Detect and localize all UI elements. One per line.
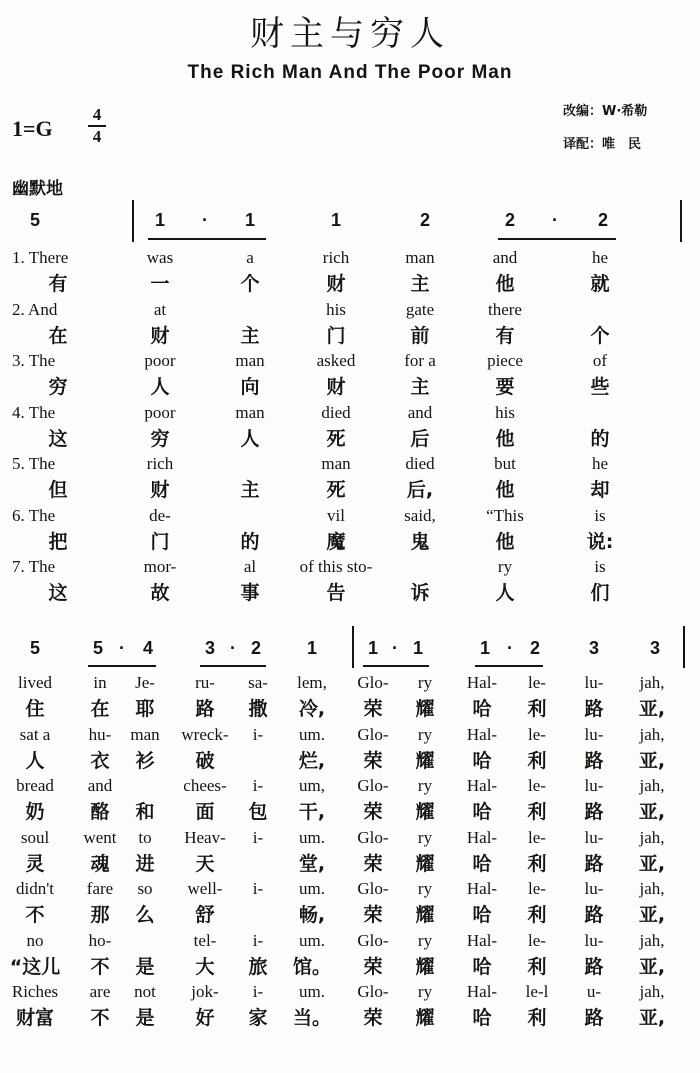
lyric-cn: 这 (48, 427, 68, 450)
lyric-en: jah, (639, 879, 665, 898)
lyric-en: u- (586, 982, 602, 1001)
lyric-cn: 破 (195, 749, 215, 772)
lyric-en: gate (405, 299, 435, 319)
lyric-cn: 说: (586, 530, 614, 553)
lyric-en: Heav- (184, 827, 226, 847)
lyric-cn: 个 (590, 324, 610, 347)
lyric-cn: 他 (495, 479, 515, 501)
lyric-en: i- (252, 724, 264, 744)
lyric-cn: 路 (584, 698, 604, 720)
lyric-en: man (130, 724, 160, 744)
lyric-cn: 利 (527, 852, 547, 875)
translator-credit: 译配：唯 民 (563, 137, 642, 152)
lyric-cn: 不 (90, 1007, 110, 1029)
lyric-en: Glo- (357, 724, 389, 744)
lyric-en: there (488, 299, 522, 319)
lyric-cn: 衫 (135, 749, 155, 772)
lyric-cn: 路 (584, 955, 604, 978)
lyric-cn: 把 (48, 530, 68, 553)
lyric-en: i- (252, 930, 264, 950)
lyric-cn: 家 (248, 1007, 268, 1029)
lyric-en: jah, (639, 673, 665, 692)
lyric-en: of this sto- (299, 557, 373, 576)
lyric-cn: 有 (495, 324, 515, 347)
lyric-en: vil (327, 505, 345, 525)
lyric-en: jah, (639, 724, 665, 744)
lyric-en: Riches (11, 982, 59, 1001)
lyric-cn: 人 (150, 376, 170, 398)
beat-underline (88, 665, 156, 667)
beat-underline (498, 238, 616, 240)
lyric-en: 7. The (12, 557, 56, 576)
lyric-cn: 他 (495, 530, 515, 553)
lyric-cn: 面 (195, 801, 215, 823)
lyric-en: ry (417, 827, 433, 847)
lyric-en: and (407, 402, 433, 422)
lyric-en: 3. The (12, 351, 56, 370)
lyric-en: Je- (135, 673, 155, 692)
lyric-cn: 馆。 (292, 955, 331, 978)
beat-underline (475, 665, 543, 667)
lyric-en: jah, (639, 982, 665, 1001)
lyric-cn: 和 (135, 801, 155, 823)
lyric-en: le- (528, 673, 546, 692)
lyric-cn: 耀 (415, 852, 435, 875)
lyric-en: bread (16, 776, 54, 795)
lyric-cn: 利 (527, 749, 547, 772)
note: 1 (479, 638, 490, 658)
lyric-en: rich (146, 454, 174, 473)
lyric-en: well- (187, 879, 223, 898)
lyric-cn: 住 (25, 698, 45, 720)
lyric-en: jok- (191, 982, 219, 1001)
note: 2 (529, 638, 540, 658)
lyric-en: um. (299, 724, 325, 744)
lyric-cn: 耀 (415, 904, 435, 926)
lyric-en: lu- (584, 827, 604, 847)
lyric-cn: 耀 (415, 955, 435, 978)
lyric-en: ry (417, 879, 433, 898)
lyric-cn: 亚, (638, 955, 666, 978)
lyric-cn: 干, (298, 801, 326, 823)
lyric-en: i- (252, 827, 264, 847)
lyric-en: um. (299, 879, 325, 898)
lyric-en: le- (528, 724, 546, 744)
time-bottom: 4 (92, 127, 102, 146)
lyric-cn: 利 (527, 904, 547, 926)
lyric-en: in (93, 673, 107, 692)
lyric-en: Hal- (466, 673, 498, 692)
lyric-en: so (137, 879, 153, 898)
lyric-cn: 后, (406, 479, 434, 501)
note: 1 (306, 638, 317, 658)
lyric-en: i- (252, 879, 264, 898)
note: 5 (29, 638, 40, 658)
lyric-cn: 利 (527, 1007, 547, 1029)
note: 4 (142, 638, 153, 658)
lyric-cn: 好 (195, 1007, 215, 1029)
lyric-cn: 路 (584, 749, 604, 772)
lyric-cn: 事 (240, 582, 260, 604)
lyric-en: lu- (584, 776, 604, 795)
lyric-cn: 穷 (150, 427, 170, 450)
lyric-cn: 哈 (472, 749, 492, 772)
beat-underline (148, 238, 266, 240)
lyric-en: le- (528, 827, 546, 847)
lyric-cn: 哈 (472, 801, 492, 823)
lyric-cn: 鬼 (410, 530, 430, 553)
lyric-cn: 灵 (25, 852, 45, 875)
lyric-en: man (405, 248, 435, 267)
lyric-en: um. (299, 930, 325, 950)
note: · (552, 210, 558, 230)
beat-underline (200, 665, 266, 667)
lyric-en: rich (322, 248, 350, 267)
lyric-en: de- (149, 505, 171, 525)
lyric-en: um. (299, 982, 325, 1001)
lyric-en: soul (20, 827, 50, 847)
lyric-en: Hal- (466, 724, 498, 744)
lyric-cn: 他 (495, 427, 515, 450)
lyric-cn: 荣 (363, 904, 383, 926)
lyric-en: piece (487, 351, 523, 370)
lyric-cn: 那 (90, 904, 110, 926)
lyric-cn: 亚, (638, 904, 666, 926)
lyric-en: Glo- (357, 982, 389, 1001)
lyric-en: and (492, 248, 518, 267)
lyric-en: ry (417, 930, 433, 950)
lyric-en: lu- (584, 930, 604, 950)
lyric-cn: 亚, (638, 1007, 666, 1029)
lyric-cn: 路 (584, 904, 604, 926)
lyric-en: lived (18, 673, 52, 692)
lyric-en: Hal- (466, 879, 498, 898)
barline (683, 626, 685, 668)
note: 5 (92, 638, 103, 658)
lyric-cn: 财 (326, 376, 346, 398)
lyric-en: no (26, 930, 44, 950)
lyric-en: lu- (584, 879, 604, 898)
lyric-cn: “这儿 (9, 955, 61, 978)
lyric-cn: 畅, (298, 904, 326, 926)
lyric-en: man (321, 454, 351, 473)
lyric-cn: 奶 (25, 801, 45, 823)
lyric-cn: 舒 (195, 904, 215, 926)
lyric-cn: 不 (90, 955, 110, 978)
lyric-en: he (591, 454, 609, 473)
lyric-en: ry (417, 673, 433, 692)
lyric-cn: 他 (495, 273, 515, 295)
lyric-en: his (326, 299, 346, 319)
lyric-cn: 个 (240, 273, 260, 295)
lyric-cn: 哈 (472, 904, 492, 926)
lyric-cn: 死 (326, 427, 346, 450)
lyric-cn: 路 (584, 801, 604, 823)
lyric-en: ru- (195, 673, 215, 692)
lyric-en: sat a (19, 724, 51, 744)
lyric-cn: 荣 (363, 698, 383, 720)
lyric-cn: 荣 (363, 852, 383, 875)
lyric-en: le- (528, 879, 546, 898)
lyric-cn: 是 (135, 955, 155, 978)
lyric-cn: 路 (195, 698, 215, 720)
note: · (392, 638, 398, 658)
lyric-cn: 亚, (638, 749, 666, 772)
lyric-en: 1. There (12, 248, 69, 267)
lyric-en: 4. The (12, 402, 56, 422)
lyric-cn: 耀 (415, 698, 435, 720)
note: 2 (250, 638, 261, 658)
lyric-cn: 但 (48, 479, 68, 501)
lyric-en: is (594, 505, 606, 525)
lyric-en: are (89, 982, 111, 1001)
lyric-en: Glo- (357, 930, 389, 950)
lyric-cn: 路 (584, 1007, 604, 1029)
lyric-en: his (495, 402, 515, 422)
lyric-cn: 死 (326, 479, 346, 501)
time-signature (86, 106, 108, 146)
lyric-en: Hal- (466, 930, 498, 950)
time-top: 4 (92, 105, 102, 124)
lyric-en: Glo- (357, 879, 389, 898)
lyric-en: man (235, 402, 265, 422)
lyric-en: jah, (639, 776, 665, 795)
note: 2 (504, 210, 515, 230)
lyric-cn: 一 (150, 273, 170, 295)
lyric-cn: 么 (135, 904, 155, 926)
lyric-cn: 主 (410, 376, 430, 398)
lyric-cn: 就 (590, 273, 610, 295)
lyric-en: ry (417, 724, 433, 744)
lyric-cn: 门 (150, 530, 170, 553)
lyric-cn: 向 (240, 376, 260, 398)
lyric-cn: 天 (195, 852, 215, 875)
lyric-cn: 人 (25, 749, 45, 772)
lyric-en: died (321, 402, 351, 422)
lyric-cn: 耀 (415, 1007, 435, 1029)
note: 3 (588, 638, 599, 658)
lyric-cn: 路 (584, 852, 604, 875)
note: 1 (244, 210, 255, 230)
lyric-en: a (246, 248, 254, 267)
lyric-en: at (153, 299, 167, 319)
beat-underline (363, 665, 429, 667)
lyric-cn: 荣 (363, 1007, 383, 1029)
lyric-cn: 哈 (472, 955, 492, 978)
note: · (119, 638, 125, 658)
lyric-cn: 冷, (298, 698, 326, 720)
lyric-cn: 财富 (15, 1007, 54, 1029)
lyric-en: chees- (183, 776, 227, 795)
lyric-cn: 荣 (363, 749, 383, 772)
lyric-en: Hal- (466, 827, 498, 847)
lyric-cn: 穷 (48, 376, 68, 398)
lyric-en: to (138, 827, 152, 847)
title-english: The Rich Man And The Poor Man (187, 62, 513, 83)
lyric-en: wreck- (181, 724, 229, 744)
lyric-en: Glo- (357, 776, 389, 795)
lyric-en: ho- (88, 930, 112, 950)
lyric-en: hu- (88, 724, 112, 744)
note: · (202, 210, 208, 230)
barline (680, 200, 682, 242)
lyric-cn: 亚, (638, 801, 666, 823)
lyric-en: le-l (525, 982, 549, 1001)
note: 5 (29, 210, 40, 230)
lyric-cn: 的 (240, 530, 260, 553)
lyric-cn: 旅 (248, 955, 268, 978)
lyric-cn: 哈 (472, 698, 492, 720)
lyric-en: jah, (639, 930, 665, 950)
lyric-cn: 耀 (415, 749, 435, 772)
lyric-en: lu- (584, 673, 604, 692)
lyric-en: 2. And (12, 299, 58, 319)
lyric-en: of (592, 351, 608, 370)
lyric-cn: 财 (326, 273, 346, 295)
lyric-en: i- (252, 776, 264, 795)
lyric-en: tel- (193, 930, 217, 950)
lyric-en: Glo- (357, 673, 389, 692)
lyric-en: Glo- (357, 827, 389, 847)
note: 2 (597, 210, 608, 230)
lyric-en: lem, (297, 673, 327, 692)
lyric-cn: 这 (48, 582, 68, 604)
lyric-en: said, (404, 505, 436, 525)
lyric-cn: 不 (25, 904, 45, 926)
lyric-cn: 前 (410, 324, 430, 347)
note: · (230, 638, 236, 658)
lyric-en: Hal- (466, 776, 498, 795)
note: 3 (649, 638, 660, 658)
lyric-en: ry (497, 557, 513, 576)
barline (352, 626, 354, 668)
lyric-en: um. (299, 827, 325, 847)
lyric-cn: 主 (240, 479, 260, 501)
lyric-en: Hal- (466, 982, 498, 1001)
lyric-en: poor (144, 402, 176, 422)
lyric-cn: 故 (150, 582, 170, 604)
lyric-en: ry (417, 776, 433, 795)
lyric-cn: 亚, (638, 698, 666, 720)
lyric-en: sa- (248, 673, 268, 692)
lyric-cn: 亚, (638, 852, 666, 875)
lyric-en: man (235, 351, 265, 370)
lyric-en: is (594, 557, 606, 576)
lyric-cn: 是 (135, 1007, 155, 1029)
lyric-cn: 却 (590, 479, 610, 501)
lyric-en: i- (252, 982, 264, 1001)
lyric-en: but (494, 454, 516, 473)
lyric-en: was (146, 248, 174, 267)
lyric-cn: 酪 (90, 801, 110, 823)
lyric-cn: 的 (590, 427, 610, 450)
lyric-cn: 告 (326, 582, 346, 604)
lyric-en: didn't (15, 879, 54, 898)
lyric-cn: 耀 (415, 801, 435, 823)
lyric-en: mor- (143, 557, 177, 576)
lyric-en: died (405, 454, 435, 473)
lyric-cn: 魔 (326, 530, 346, 553)
lyric-cn: 哈 (472, 1007, 492, 1029)
title-chinese: 财主与穷人 (250, 14, 450, 54)
lyric-cn: 利 (527, 698, 547, 720)
lyric-cn: 进 (135, 852, 155, 875)
lyric-cn: 利 (527, 801, 547, 823)
tempo-marking: 幽默地 (12, 179, 63, 199)
lyric-cn: 诉 (410, 582, 430, 604)
lyric-cn: 哈 (472, 852, 492, 875)
lyric-cn: 后 (410, 427, 430, 450)
lyric-cn: 烂, (298, 749, 326, 772)
lyric-en: 5. The (12, 454, 56, 473)
lyric-cn: 当。 (292, 1007, 331, 1029)
lyric-cn: 要 (495, 376, 515, 398)
lyric-cn: 主 (410, 273, 430, 295)
lyric-cn: 人 (240, 427, 260, 450)
lyric-cn: 大 (195, 955, 215, 978)
lyric-en: le- (528, 930, 546, 950)
lyric-cn: 在 (48, 324, 68, 347)
lyric-cn: 包 (248, 801, 268, 823)
barline (132, 200, 134, 242)
lyric-cn: 有 (48, 273, 68, 295)
lyric-en: fare (86, 879, 114, 898)
note: 1 (367, 638, 378, 658)
note: 2 (419, 210, 430, 230)
note: · (507, 638, 513, 658)
arranger-credit: 改编：W·希勒 (563, 104, 648, 119)
lyric-en: “This (486, 505, 524, 525)
lyric-en: for a (404, 351, 436, 370)
note: 3 (204, 638, 215, 658)
lyric-en: jah, (639, 827, 665, 847)
lyric-en: lu- (584, 724, 604, 744)
lyric-en: ry (417, 982, 433, 1001)
lyric-cn: 财 (150, 479, 170, 501)
lyric-en: al (243, 557, 257, 576)
lyric-cn: 门 (326, 324, 346, 347)
lyric-en: asked (316, 351, 356, 370)
lyric-cn: 财 (150, 324, 170, 347)
lyric-cn: 荣 (363, 801, 383, 823)
lyric-en: 6. The (12, 505, 56, 525)
lyric-cn: 主 (240, 324, 260, 347)
lyric-cn: 衣 (90, 749, 110, 772)
lyric-cn: 利 (527, 955, 547, 978)
note: 1 (154, 210, 165, 230)
lyric-cn: 们 (590, 582, 610, 604)
lyric-en: le- (528, 776, 546, 795)
note: 1 (412, 638, 423, 658)
note: 1 (330, 210, 341, 230)
lyric-cn: 撒 (248, 698, 268, 720)
lyric-cn: 在 (90, 698, 110, 720)
lyric-cn: 耶 (135, 698, 155, 720)
lyric-en: he (591, 248, 609, 267)
lyric-cn: 些 (590, 376, 610, 398)
lyric-en: went (83, 827, 117, 847)
lyric-cn: 荣 (363, 955, 383, 978)
lyric-cn: 人 (495, 582, 515, 604)
lyric-en: um, (299, 776, 325, 795)
lyric-en: poor (144, 351, 176, 370)
lyric-cn: 魂 (90, 852, 110, 875)
lyric-cn: 堂, (298, 852, 326, 875)
lyric-en: not (134, 982, 156, 1001)
key-signature: 1=G (12, 116, 53, 141)
lyric-en: and (87, 776, 113, 795)
